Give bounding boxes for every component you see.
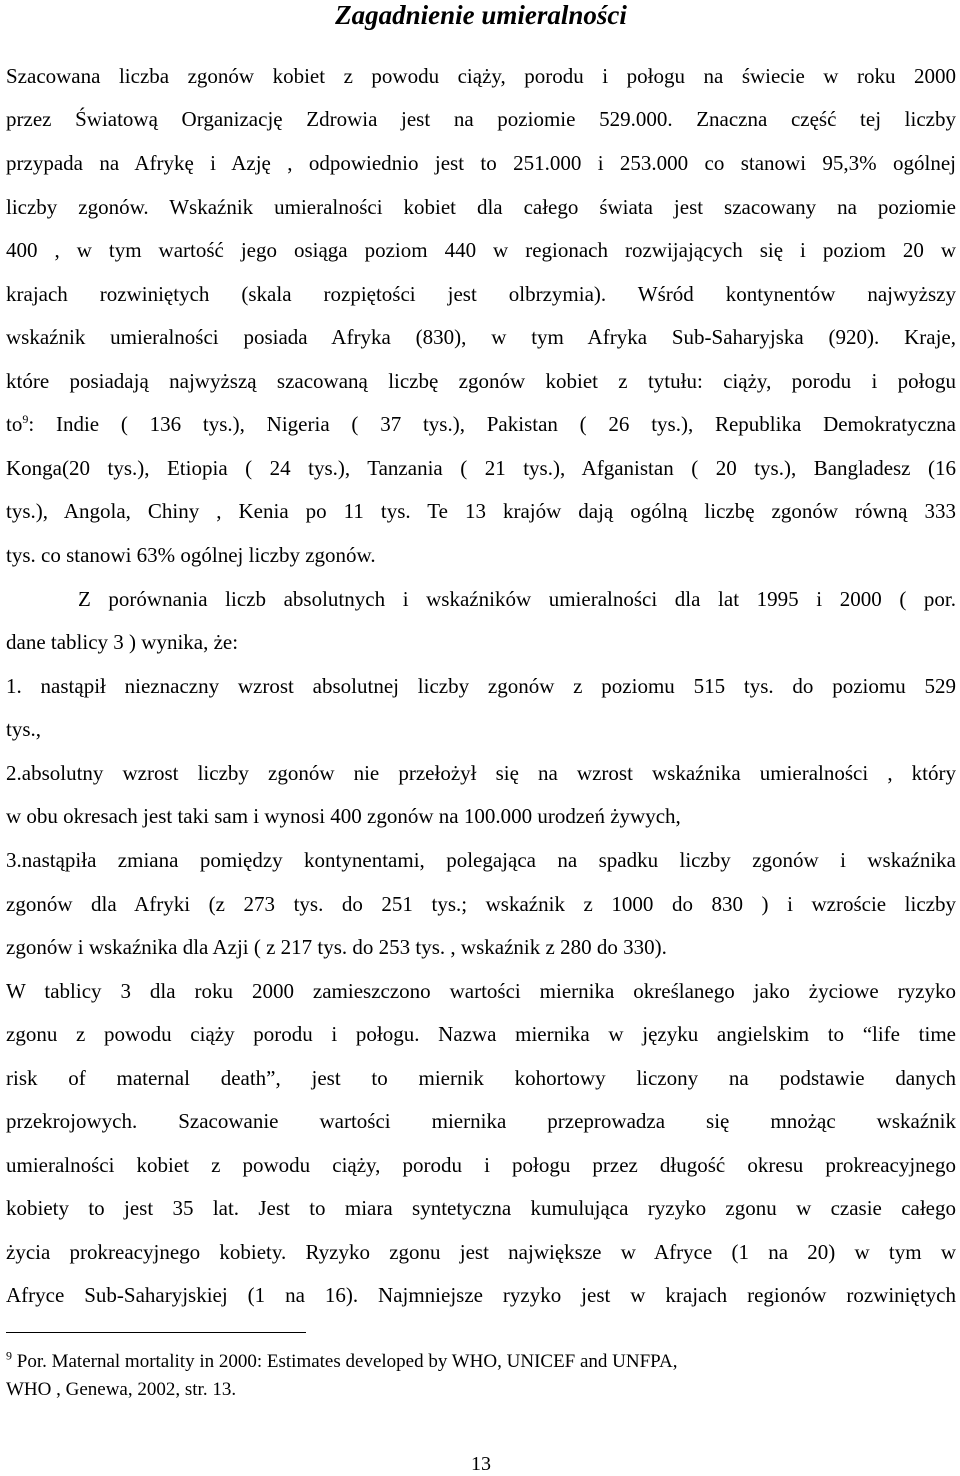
footnote	[6, 1350, 956, 1374]
text-line: umieralności kobiet z powodu ciąży, porodu i połogu przez długość okresu prokreacyjnego	[6, 1153, 956, 1177]
page-title: Zagadnienie umieralności	[335, 0, 627, 30]
footnote-ref: 9	[22, 412, 29, 426]
paragraph-indent-line: Z porównania liczb absolutnych i wskaźników umieralności dla lat 1995 i 2000 ( por.	[78, 587, 956, 611]
text-line: przez Światową Organizację Zdrowia jest na poziomie 529.000. Znaczna część tej liczby	[6, 107, 956, 131]
text-line: Szacowana liczba zgonów kobiet z powodu ciąży, porodu i połogu na świecie w roku 2000	[6, 64, 956, 88]
countries-line-rest: : Indie ( 136 tys.), Nigeria ( 37 tys.), Pakistan ( 26 tys.), Republika Demokratyczna	[28, 412, 956, 436]
page-number: 13	[471, 1453, 491, 1475]
text-line: przypada na Afrykę i Azję , odpowiednio jest to 251.000 i 253.000 co stanowi 95,3% ogólnej	[6, 151, 956, 175]
text-line: zgonów i wskaźnika dla Azji ( z 217 tys. do 253 tys. , wskaźnik z 280 do 330).	[6, 935, 667, 959]
list-item: 3.nastąpiła zmiana pomiędzy kontynentami, polegająca na spadku liczby zgonów i wskaźnika	[6, 848, 956, 872]
text-line: tys. co stanowi 63% ogólnej liczby zgonów.	[6, 543, 376, 567]
text-line: wskaźnik umieralności posiada Afryka (830), w tym Afryka Sub-Saharyjska (920). Kraje,	[6, 325, 956, 349]
text-line: życia prokreacyjnego kobiety. Ryzyko zgonu jest największe w Afryce (1 na 20) w tym w	[6, 1240, 956, 1264]
text-line: zgonu z powodu ciąży porodu i połogu. Nazwa miernika w języku angielskim to “life time	[6, 1022, 956, 1046]
text-line: tys.), Angola, Chiny , Kenia po 11 tys. Te 13 krajów dają ogólną liczbę zgonów równą 333	[6, 499, 956, 523]
text-line: W tablicy 3 dla roku 2000 zamieszczono wartości miernika określanego jako życiowe ryzyko	[6, 979, 956, 1003]
countries-line-start: to	[6, 412, 23, 436]
text-line: dane tablicy 3 ) wynika, że:	[6, 630, 239, 654]
text-line: zgonów dla Afryki (z 273 tys. do 251 tys.; wskaźnik z 1000 do 830 ) i wzroście liczby	[6, 892, 956, 916]
text-line: kobiety to jest 35 lat. Jest to miara syntetyczna kumulująca ryzyko zgonu w czasie całego	[6, 1196, 956, 1220]
text-line: tys.,	[6, 717, 42, 741]
text-line: risk of maternal death”, jest to miernik kohortowy liczony na podstawie danych	[6, 1066, 956, 1090]
text-line: przekrojowych. Szacowanie wartości miernika przeprowadza się mnożąc wskaźnik	[6, 1109, 956, 1133]
footnote-separator	[6, 1332, 306, 1333]
text-line: które posiadają najwyższą szacowaną liczbę zgonów kobiet z tytułu: ciąży, porodu i połogu	[6, 369, 956, 393]
text-line: Afryce Sub-Saharyjskiej (1 na 16). Najmniejsze ryzyko jest w krajach regionów rozwiniętych	[6, 1283, 956, 1307]
text-line: krajach rozwiniętych (skala rozpiętości jest olbrzymia). Wśród kontynentów najwyższy	[6, 282, 956, 306]
text-line: w obu okresach jest taki sam i wynosi 400 zgonów na 100.000 urodzeń żywych,	[6, 804, 681, 828]
footnote-number: 9	[6, 1348, 12, 1363]
footnote-text: Por. Maternal mortality in 2000: Estimates developed by WHO, UNICEF and UNFPA,	[12, 1351, 678, 1372]
countries-line	[6, 410, 956, 438]
list-item: 2.absolutny wzrost liczby zgonów nie przełożył się na wzrost wskaźnika umieralności , który	[6, 761, 956, 785]
text-line: 400 , w tym wartość jego osiąga poziom 440 w regionach rozwijających się i poziom 20 w	[6, 238, 956, 262]
list-item: 1. nastąpił nieznaczny wzrost absolutnej liczby zgonów z poziomu 515 tys. do poziomu 529	[6, 674, 956, 698]
text-line: liczby zgonów. Wskaźnik umieralności kobiet dla całego świata jest szacowany na poziomie	[6, 195, 956, 219]
text-line: Konga(20 tys.), Etiopia ( 24 tys.), Tanzania ( 21 tys.), Afganistan ( 20 tys.), Bangladesz (16	[6, 456, 956, 480]
footnote-continuation: WHO , Genewa, 2002, str. 13.	[6, 1379, 237, 1400]
